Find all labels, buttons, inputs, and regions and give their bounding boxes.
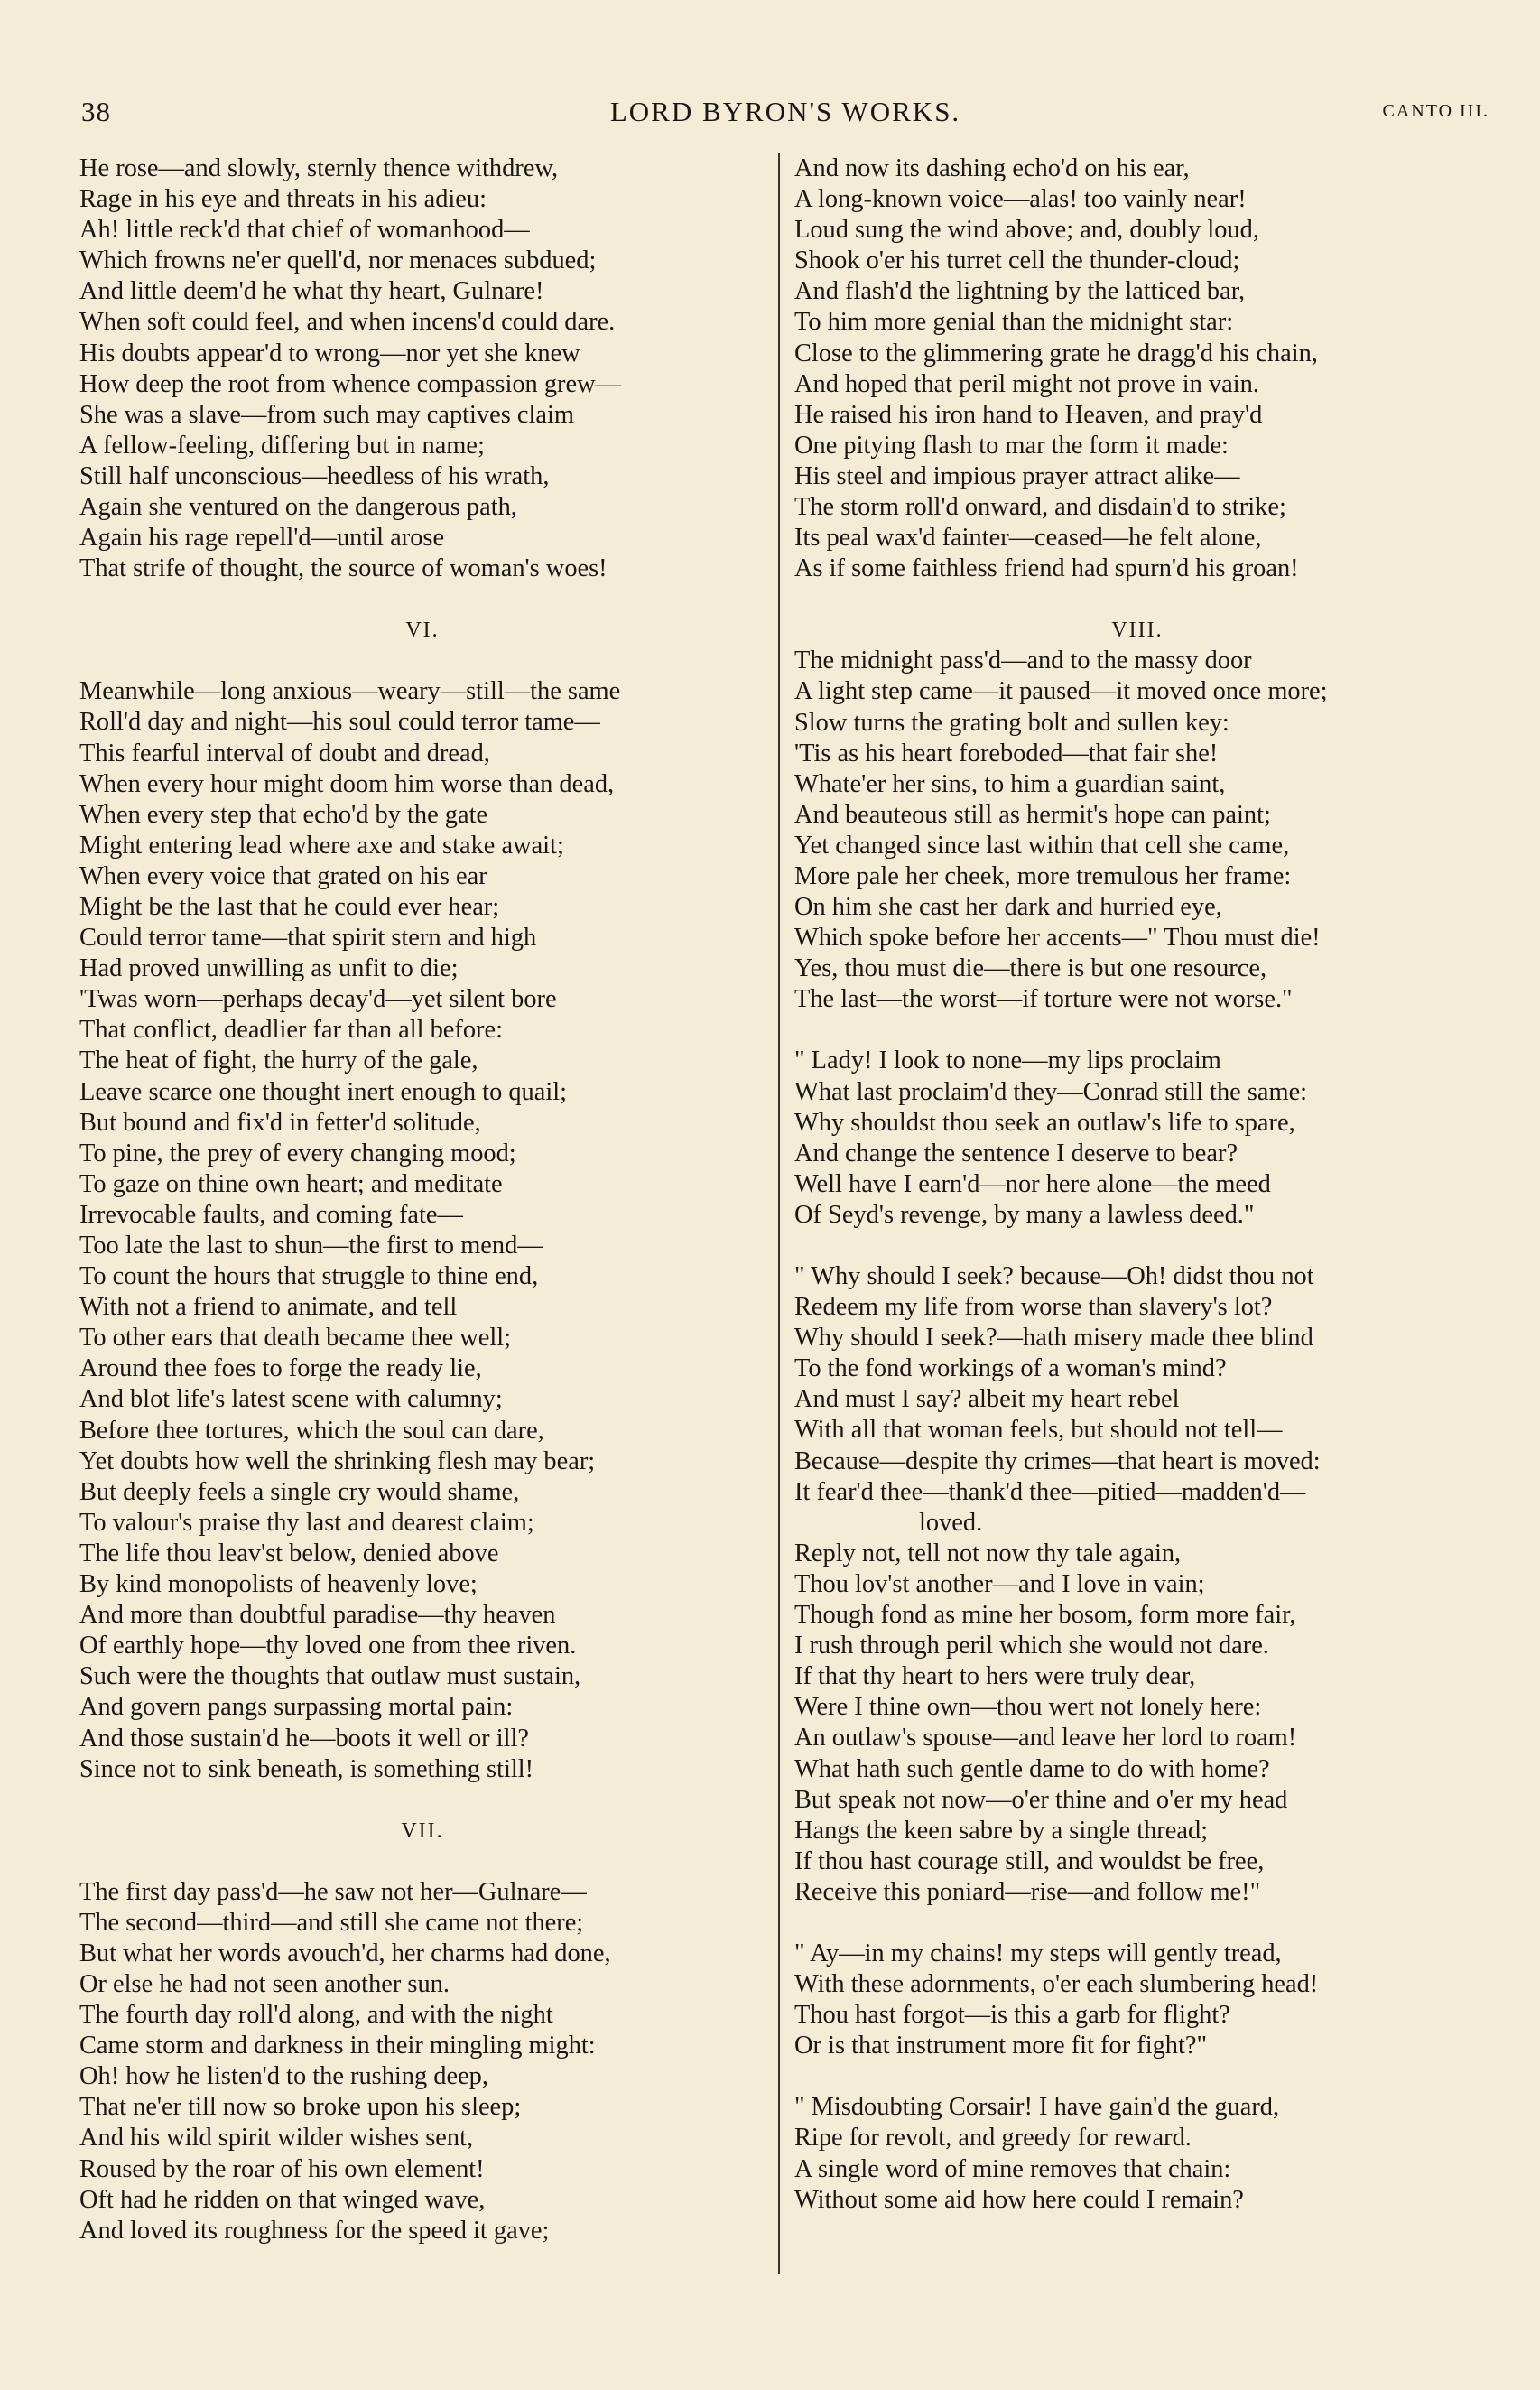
verse-line: And govern pangs surpassing mortal pain:	[79, 1693, 514, 1722]
verse-line: Well have I earn'd—nor here alone—the meed	[794, 1169, 1271, 1198]
verse-line: Because—despite thy crimes—that heart is moved:	[794, 1446, 1321, 1475]
verse-line: Why should I seek?—hath misery made thee blind	[794, 1324, 1313, 1353]
verse-line: Since not to sink beneath, is something still!	[79, 1754, 534, 1783]
verse-line: To other ears that death became thee well;	[79, 1324, 512, 1353]
verse-line: With these adornments, o'er each slumbering head!	[794, 1970, 1319, 1999]
verse-line: " Misdoubting Corsair! I have gain'd the guard,	[794, 2093, 1280, 2122]
verse-line: Yes, thou must die—there is but one resource,	[794, 954, 1267, 983]
stanza-gap	[794, 584, 1480, 615]
right-column	[794, 153, 1480, 2216]
verse-line: " Why should I seek? because—Oh! didst thou not	[794, 1262, 1314, 1290]
stanza-gap	[79, 646, 765, 676]
verse-line: He rose—and slowly, sternly thence withdrew,	[79, 154, 559, 182]
verse-line: That ne'er till now so broke upon his sleep;	[79, 2093, 522, 2122]
verse-line: Had proved unwilling as unfit to die;	[79, 954, 459, 983]
stanza-gap	[79, 584, 765, 615]
verse-line: But bound and fix'd in fetter'd solitude,	[79, 1108, 481, 1137]
running-header	[81, 94, 1489, 130]
verse-line: Slow turns the grating bolt and sullen key:	[794, 708, 1229, 737]
verse-line: And little deem'd he what thy heart, Gulnare!	[79, 277, 544, 306]
verse-line: When every hour might doom him worse than dead,	[79, 769, 615, 798]
verse-line: Its peal wax'd fainter—ceased—he felt alone,	[794, 524, 1262, 553]
verse-line: And change the sentence I deserve to bear?	[794, 1139, 1238, 1167]
stanza-gap	[794, 1231, 1480, 1261]
verse-line: That strife of thought, the source of woman's woes!	[79, 554, 608, 583]
verse-line: Loud sung the wind above; and, doubly loud,	[794, 216, 1259, 245]
verse-line: A long-known voice—alas! too vainly near!	[794, 185, 1247, 214]
verse-line: 'Twas worn—perhaps decay'd—yet silent bore	[79, 985, 557, 1014]
verse-line: What last proclaim'd they—Conrad still the same:	[794, 1077, 1308, 1106]
verse-line: " Ay—in my chains! my steps will gently tread,	[794, 1939, 1282, 1967]
verse-line: Around thee foes to forge the ready lie,	[79, 1354, 482, 1383]
verse-line: To gaze on thine own heart; and meditate	[79, 1169, 503, 1198]
verse-line: With all that woman feels, but should not tell—	[794, 1416, 1283, 1445]
verse-line: Leave scarce one thought inert enough to quail;	[79, 1077, 568, 1106]
verse-line: Or else he had not seen another sun.	[79, 1969, 450, 1998]
verse-line: And loved its roughness for the speed it gave;	[79, 2216, 550, 2245]
verse-line: Might entering lead where axe and stake await;	[79, 831, 564, 860]
verse-line: Came storm and darkness in their mingling might:	[79, 2032, 596, 2060]
left-column	[79, 153, 765, 2246]
verse-line: And beauteous still as hermit's hope can paint;	[794, 800, 1271, 829]
verse-line: One pitying flash to mar the form it made:	[794, 431, 1229, 460]
verse-line: The second—third—and still she came not there;	[79, 1908, 584, 1937]
verse-line: The last—the worst—if torture were not worse."	[794, 985, 1293, 1014]
verse-line: But deeply feels a single cry would shame,	[79, 1477, 520, 1506]
verse-line: Again his rage repell'd—until arose	[79, 524, 445, 553]
stanza-gap	[79, 1846, 765, 1877]
column-divider	[778, 153, 780, 2274]
verse-line: It fear'd thee—thank'd thee—pitied—madden'd—	[794, 1477, 1306, 1506]
verse-line: By kind monopolists of heavenly love;	[79, 1570, 478, 1599]
verse-line: She was a slave—from such may captives claim	[79, 400, 574, 429]
verse-line: His steel and impious prayer attract alike—	[794, 461, 1240, 490]
verse-line: Shook o'er his turret cell the thunder-cloud;	[794, 246, 1240, 275]
running-title: LORD BYRON'S WORKS.	[609, 96, 961, 127]
verse-line: The fourth day roll'd along, and with the night	[79, 2001, 553, 2030]
verse-line: To the fond workings of a woman's mind?	[794, 1354, 1227, 1383]
verse-line: Ah! little reck'd that chief of womanhood—	[79, 216, 530, 245]
verse-line: Such were the thoughts that outlaw must sustain,	[79, 1662, 581, 1691]
verse-line: Might be the last that he could ever hear;	[79, 892, 500, 921]
stanza-gap	[794, 1908, 1480, 1939]
verse-line: Hangs the keen sabre by a single thread;	[794, 1816, 1209, 1845]
verse-line: And more than doubtful paradise—thy heaven	[79, 1601, 556, 1630]
verse-line: But what her words avouch'd, her charms had done,	[79, 1939, 611, 1967]
verse-line: And hoped that peril might not prove in vain.	[794, 369, 1259, 398]
verse-line: When every voice that grated on his ear	[79, 861, 487, 890]
verse-line: Could terror tame—that spirit stern and high	[79, 924, 537, 953]
verse-line: Roused by the roar of his own element!	[79, 2154, 485, 2183]
verse-line: To pine, the prey of every changing mood;	[79, 1139, 516, 1167]
verse-line: loved.	[919, 1508, 983, 1537]
verse-line: He raised his iron hand to Heaven, and pray'd	[794, 400, 1263, 429]
verse-line: The first day pass'd—he saw not her—Gulnare—	[79, 1877, 587, 1906]
verse-line: Irrevocable faults, and coming fate—	[79, 1200, 463, 1229]
verse-line: Before thee tortures, which the soul can dare,	[79, 1416, 544, 1445]
verse-line: And now its dashing echo'd on his ear,	[794, 154, 1190, 182]
verse-line: " Lady! I look to none—my lips proclaim	[794, 1046, 1221, 1075]
verse-line: But speak not now—o'er thine and o'er my head	[794, 1785, 1288, 1814]
verse-line: Of earthly hope—thy loved one from thee riven.	[79, 1632, 577, 1660]
verse-line: And those sustain'd he—boots it well or ill?	[79, 1724, 529, 1753]
stanza-gap	[79, 1785, 765, 1816]
verse-line: Whate'er her sins, to him a guardian saint,	[794, 769, 1226, 798]
verse-line: If that thy heart to hers were truly dear,	[794, 1662, 1196, 1691]
canto-label: CANTO III.	[1382, 101, 1489, 121]
verse-line: That conflict, deadlier far than all before:	[79, 1016, 503, 1045]
verse-line: Reply not, tell not now thy tale again,	[794, 1539, 1182, 1567]
section-number: VIII.	[1111, 618, 1164, 643]
verse-line: Rage in his eye and threats in his adieu:	[79, 185, 487, 214]
verse-line: The heat of fight, the hurry of the gale,	[79, 1046, 478, 1075]
verse-line: Or is that instrument more fit for fight?"	[794, 2032, 1208, 2060]
verse-line: On him she cast her dark and hurried eye,	[794, 893, 1222, 922]
verse-line: How deep the root from whence compassion grew—	[79, 369, 621, 398]
section-number: VI.	[405, 618, 440, 643]
verse-line: Thou lov'st another—and I love in vain;	[794, 1569, 1205, 1598]
verse-line: And flash'd the lightning by the latticed bar,	[794, 277, 1246, 306]
verse-line: To valour's praise thy last and dearest claim;	[79, 1508, 534, 1537]
verse-line: More pale her cheek, more tremulous her frame:	[794, 861, 1292, 890]
stanza-gap	[794, 1015, 1480, 1046]
verse-line: Without some aid how here could I remain?	[794, 2185, 1244, 2214]
verse-line: 'Tis as his heart foreboded—that fair she!	[794, 739, 1219, 767]
verse-line: A light step came—it paused—it moved once more;	[794, 677, 1328, 706]
verse-line: Ripe for revolt, and greedy for reward.	[794, 2124, 1192, 2153]
verse-line: Which frowns ne'er quell'd, nor menaces subdued;	[79, 246, 597, 275]
verse-line: Why shouldst thou seek an outlaw's life to spare,	[794, 1108, 1295, 1137]
verse-line: When every step that echo'd by the gate	[79, 800, 488, 829]
verse-line: Again she ventured on the dangerous path,	[79, 493, 517, 522]
verse-line: Though fond as mine her bosom, form more fair,	[794, 1601, 1296, 1630]
verse-line: Were I thine own—thou wert not lonely here:	[794, 1693, 1262, 1722]
verse-line: And his wild spirit wilder wishes sent,	[79, 2124, 474, 2153]
section-number: VII.	[401, 1818, 444, 1843]
verse-line: The storm roll'd onward, and disdain'd to strike;	[794, 493, 1286, 522]
verse-line: Still half unconscious—heedless of his wrath,	[79, 461, 550, 490]
verse-line: Yet doubts how well the shrinking flesh may bear;	[79, 1446, 596, 1475]
verse-line: And must I say? albeit my heart rebel	[794, 1385, 1180, 1414]
verse-line: And blot life's latest scene with calumny;	[79, 1385, 503, 1414]
verse-line: An outlaw's spouse—and leave her lord to roam!	[794, 1724, 1297, 1753]
stanza-gap	[794, 2061, 1480, 2092]
verse-line: I rush through peril which she would not dare.	[794, 1632, 1269, 1660]
verse-line: Redeem my life from worse than slavery's lot?	[794, 1293, 1273, 1322]
verse-line: A fellow-feeling, differing but in name;	[79, 431, 485, 460]
verse-line: This fearful interval of doubt and dread,	[79, 739, 490, 767]
verse-line: What hath such gentle dame to do with home?	[794, 1754, 1270, 1783]
verse-line: To count the hours that struggle to thine end,	[79, 1262, 539, 1291]
verse-line: A single word of mine removes that chain:	[794, 2154, 1231, 2183]
verse-line: Yet changed since last within that cell she came,	[794, 831, 1290, 860]
verse-line: Oh! how he listen'd to the rushing deep,	[79, 2062, 488, 2091]
verse-line: Too late the last to shun—the first to mend—	[79, 1232, 543, 1260]
verse-line: With not a friend to animate, and tell	[79, 1293, 458, 1322]
verse-line: Which spoke before her accents—" Thou must die!	[794, 924, 1321, 953]
verse-line: His doubts appear'd to wrong—nor yet she knew	[79, 339, 580, 367]
verse-line: The life thou leav'st below, denied above	[79, 1539, 499, 1567]
page-number: 38	[81, 96, 111, 127]
verse-line: When soft could feel, and when incens'd could dare.	[79, 308, 616, 337]
verse-line: Receive this poniard—rise—and follow me!"	[794, 1877, 1261, 1906]
verse-line: Thou hast forgot—is this a garb for flight?	[794, 2001, 1230, 2030]
verse-line: As if some faithless friend had spurn'd his groan!	[794, 554, 1299, 583]
verse-line: Oft had he ridden on that winged wave,	[79, 2185, 486, 2214]
verse-line: Close to the glimmering grate he dragg'd his chain,	[794, 339, 1318, 367]
verse-line: If thou hast courage still, and wouldst be free,	[794, 1846, 1265, 1875]
verse-line: Roll'd day and night—his soul could terror tame—	[79, 708, 600, 737]
verse-line: Meanwhile—long anxious—weary—still—the same	[79, 677, 621, 706]
verse-line: Of Seyd's revenge, by many a lawless deed."	[794, 1200, 1255, 1229]
verse-line: The midnight pass'd—and to the massy door	[794, 646, 1252, 675]
verse-line: To him more genial than the midnight star:	[794, 308, 1234, 337]
